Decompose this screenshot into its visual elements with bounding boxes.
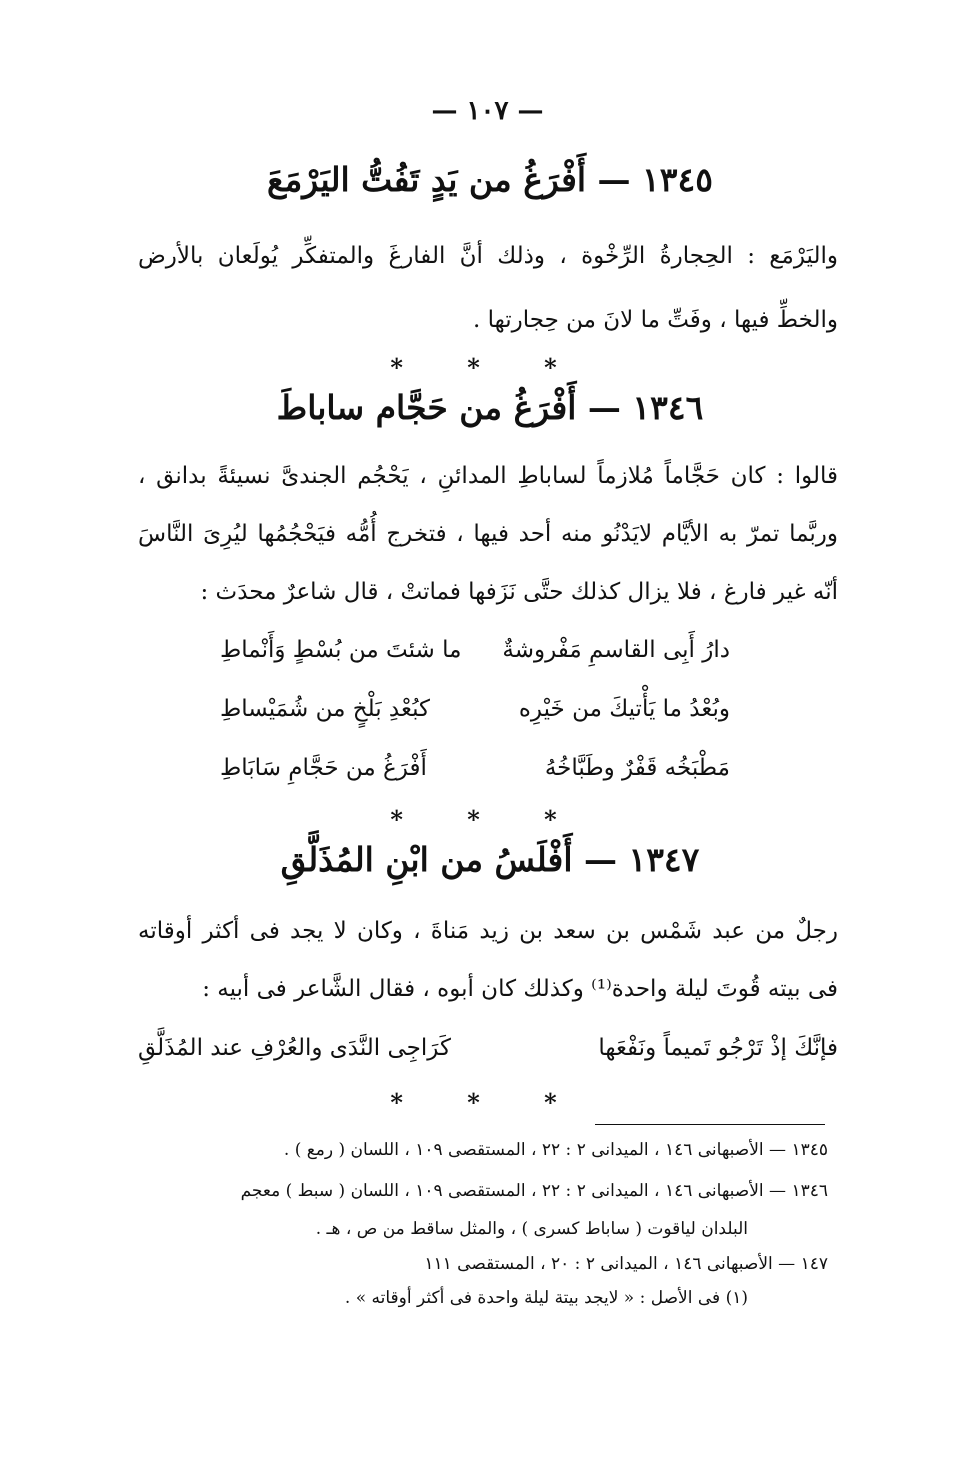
- footnote-1346-continued: البلدان لياقوت ( ساباط كسرى ) ، والمثل ساقط من ص ، هـ .: [315, 1219, 748, 1239]
- body-line: رجلٌ من عبد شَمْس بن سعد بن زيد مَناةَ ، وكان لا يجد فى أكثر أوقاته: [138, 918, 838, 944]
- verse-second-hemistich: ما شئتَ من بُسْطٍ وَأَنْماطِ: [220, 637, 462, 663]
- body-line: والخطِّ فيها ، وفَتِّ ما لانَ من حِجارتها .: [473, 307, 838, 333]
- body-line: أنّه غير فارغ ، فلا يزال كذلك حتَّى نَزَفها فماتتْ ، قال شاعرٌ محدَث :: [200, 579, 838, 605]
- proverb-heading-1345: ١٣٤٥ — أَفْرَغُ من يَدٍ تَفُتُّ اليَرْمَعَ: [267, 160, 713, 199]
- verse-line: [220, 696, 730, 722]
- section-separator: * * *: [390, 353, 585, 382]
- verse-second-hemistich: كبُعْدِ بَلْخٍ من شُمَيْساطِ: [220, 696, 430, 722]
- proverb-heading-1346: ١٣٤٦ — أَفْرَغُ من حَجَّام ساباطَ: [276, 388, 704, 427]
- proverb-heading-1347: ١٣٤٧ — أَفْلَسُ من ابْنِ المُذَلَّقِ: [280, 840, 700, 879]
- body-line: واليَرْمَع : الحِجارةُ الرِّخْوة ، وذلك أنَّ الفارغَ والمتفكِّر يُولَعان بالأرض: [138, 243, 838, 269]
- section-separator: * * *: [390, 805, 585, 834]
- page-number: — ١٠٧ —: [431, 96, 544, 126]
- footnote-1347: ١٤٧ — الأصبهانى ١٤٦ ، الميدانى ٢ : ٢٠ ، المستقصى ١١١: [424, 1254, 828, 1274]
- section-separator: * * *: [390, 1088, 585, 1117]
- footnote-1346: ١٣٤٦ — الأصبهانى ١٤٦ ، الميدانى ٢ : ٢٢ ، المستقصى ١٠٩ ، اللسان ( سبط ) معجم: [240, 1181, 828, 1201]
- body-line: قالوا : كان حَجَّاماً مُلازماً لساباطِ المدائنِ ، يَحْجُم الجندىَّ نسيئةً بدانق ،: [138, 463, 838, 489]
- verse-line: [220, 637, 730, 663]
- verse-first-hemistich: دارُ أَبِى القاسمِ مَفْروشةٌ: [502, 637, 730, 663]
- body-line: وربَّما تمرّ به الأيَّام لايَدْنُو منه أحد فيها ، فتخرج أُمُّه فيَحْجُمُها ليُرِىَ النَّاسَ: [138, 521, 838, 547]
- verse-first-hemistich: وبُعْدُ ما يَأْتيكَ من خَيْرِه: [518, 696, 730, 722]
- footnote-1345: ١٣٤٥ — الأصبهانى ١٤٦ ، الميدانى ٢ : ٢٢ ، المستقصى ١٠٩ ، اللسان ( رمع ) .: [283, 1140, 828, 1160]
- verse-second-hemistich: أَفْرَغُ من حَجَّامِ سَابَاطِ: [220, 755, 427, 781]
- verse-line: [220, 755, 730, 781]
- verse-first-hemistich: فإنَّكَ إذْ تَرْجُو تَميماً ونَفْعَها: [598, 1035, 838, 1061]
- verse-line: [138, 1035, 838, 1061]
- verse-second-hemistich: كَرَاجِى النَّدَى والعُرْفِ عند المُذَلَّقِ: [138, 1035, 451, 1061]
- body-line: فى بيته قُوتَ ليلة واحدة⁽¹⁾ وكذلك كان أبوه ، فقال الشَّاعر فى أبيه :: [202, 976, 838, 1002]
- verse-first-hemistich: مَطْبَخُه قَفْرٌ وطَبَّاخُهُ: [544, 755, 730, 781]
- footnote-divider: [595, 1124, 825, 1125]
- footnote-original-text: (١) فى الأصل : « لايجد بيتة ليلة واحدة فى أكثر أوقاته » .: [344, 1288, 748, 1308]
